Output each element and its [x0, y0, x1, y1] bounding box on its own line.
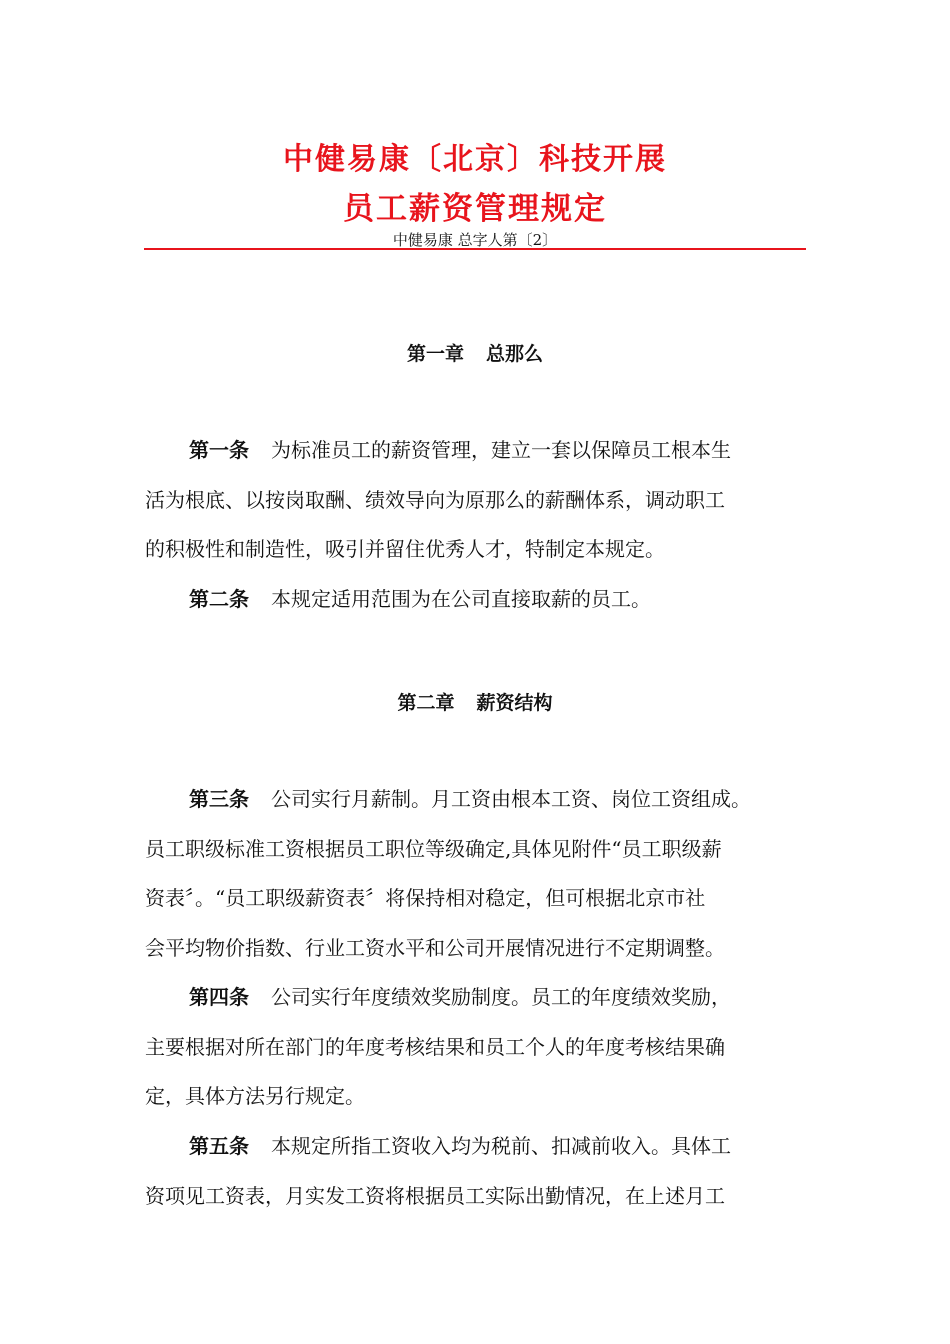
article-text-line: 会平均物价指数、行业工资水平和公司开展情况进行不定期调整。	[145, 936, 725, 960]
chapter-name: 总那么	[486, 343, 544, 365]
article-text: 公司实行月薪制。月工资由根本工资、岗位工资组成。	[271, 787, 751, 811]
article-first-line	[189, 586, 651, 612]
header-divider	[144, 248, 806, 250]
chapter-name: 薪资结构	[476, 692, 553, 714]
document-number: 中健易康 总字人第〔2〕	[392, 231, 558, 249]
chapter-heading	[0, 339, 950, 366]
article-text-line: 资表〞。“员工职级薪资表〞将保持相对稳定，但可根据北京市社	[145, 886, 706, 910]
article-first-line	[189, 1133, 731, 1159]
article-label: 第三条	[189, 787, 249, 811]
document-title-company: 中健易康〔北京〕科技开展	[283, 142, 667, 177]
article-text-line: 员工职级标准工资根据员工职位等级确定,具体见附件“员工职级薪	[145, 837, 722, 861]
article-label: 第五条	[189, 1134, 249, 1158]
article-label: 第二条	[189, 587, 249, 611]
article-first-line	[189, 984, 731, 1010]
article-text: 本规定适用范围为在公司直接取薪的员工。	[271, 587, 651, 611]
article-first-line	[189, 437, 731, 463]
chapter-number: 第一章	[406, 343, 464, 365]
chapter-number: 第二章	[397, 692, 455, 714]
article-text: 本规定所指工资收入均为税前、扣减前收入。具体工	[271, 1134, 731, 1158]
article-text-line: 定，具体方法另行规定。	[145, 1084, 365, 1108]
article-text-line: 的积极性和制造性，吸引并留住优秀人才，特制定本规定。	[145, 537, 665, 561]
article-label: 第一条	[189, 438, 249, 462]
chapter-heading	[0, 688, 950, 715]
article-text: 为标准员工的薪资管理，建立一套以保障员工根本生	[271, 438, 731, 462]
article-first-line	[189, 786, 751, 812]
article-text-line: 资项见工资表，月实发工资将根据员工实际出勤情况，在上述月工	[145, 1184, 725, 1208]
article-label: 第四条	[189, 985, 249, 1009]
article-text-line: 活为根底、以按岗取酬、绩效导向为原那么的薪酬体系，调动职工	[145, 488, 725, 512]
article-text: 公司实行年度绩效奖励制度。员工的年度绩效奖励，	[271, 985, 731, 1009]
article-text-line: 主要根据对所在部门的年度考核结果和员工个人的年度考核结果确	[145, 1035, 725, 1059]
document-title-subject: 员工薪资管理规定	[343, 191, 607, 227]
